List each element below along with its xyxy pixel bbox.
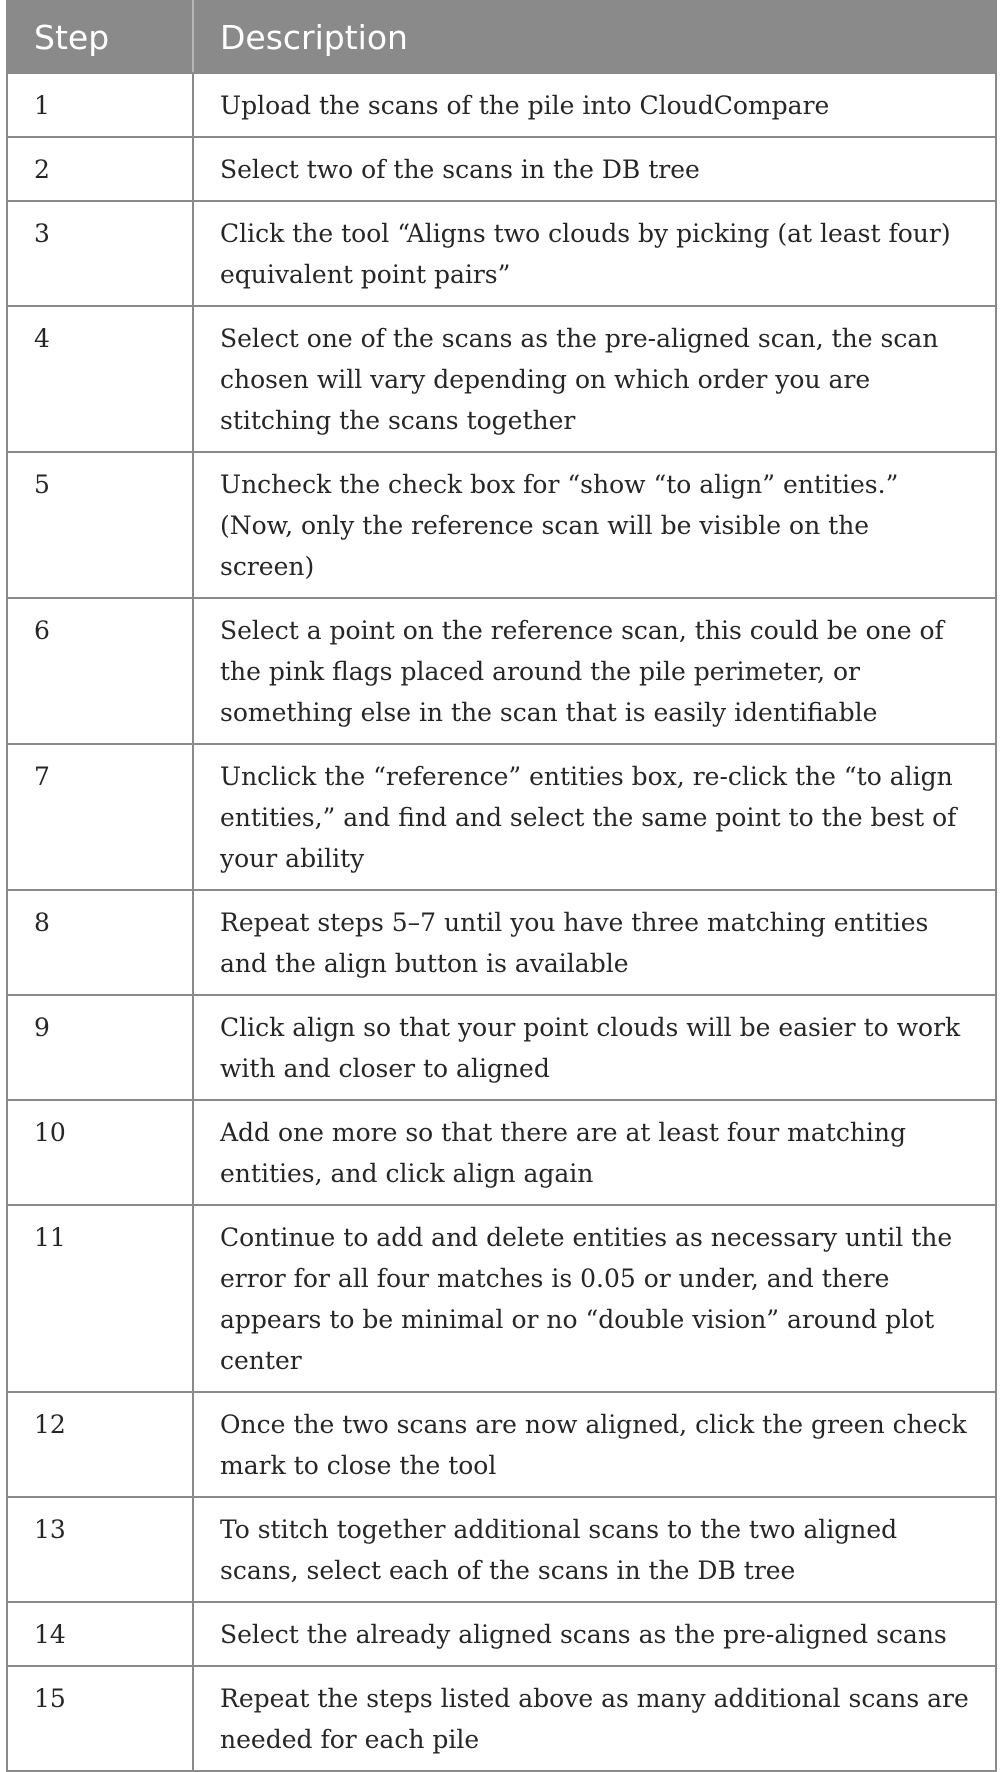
step-description: Add one more so that there are at least four matching entities, and click align again (193, 1100, 996, 1205)
step-number: 8 (7, 890, 193, 995)
header-row (7, 1, 996, 73)
step-description: Upload the scans of the pile into CloudCompare (193, 73, 996, 137)
table-row (7, 1497, 996, 1602)
table-row (7, 201, 996, 306)
step-description: Select the already aligned scans as the pre-aligned scans (193, 1602, 996, 1666)
header-step: Step (7, 1, 193, 73)
table-row (7, 995, 996, 1100)
step-description: Repeat steps 5–7 until you have three matching entities and the align button is available (193, 890, 996, 995)
table-row (7, 1602, 996, 1666)
header-description: Description (193, 1, 996, 73)
step-number: 10 (7, 1100, 193, 1205)
table-row (7, 306, 996, 452)
step-description: Repeat the steps listed above as many additional scans are needed for each pile (193, 1666, 996, 1771)
table-row (7, 73, 996, 137)
table-row (7, 890, 996, 995)
step-description: Select a point on the reference scan, this could be one of the pink flags placed around the pile perimeter, or something else in the scan that is easily identifiable (193, 598, 996, 744)
step-description: Continue to add and delete entities as necessary until the error for all four matches is 0.05 or under, and there appears to be minimal or no “double vision” around plot center (193, 1205, 996, 1392)
steps-table (6, 0, 997, 1772)
step-number: 11 (7, 1205, 193, 1392)
step-description: Select two of the scans in the DB tree (193, 137, 996, 201)
step-description: Select one of the scans as the pre-aligned scan, the scan chosen will vary depending on which order you are stitching the scans together (193, 306, 996, 452)
step-number: 9 (7, 995, 193, 1100)
step-description: Uncheck the check box for “show “to align” entities.” (Now, only the reference scan will be visible on the screen) (193, 452, 996, 598)
step-number: 12 (7, 1392, 193, 1497)
step-number: 7 (7, 744, 193, 890)
step-number: 5 (7, 452, 193, 598)
table-row (7, 1666, 996, 1771)
table-row (7, 1392, 996, 1497)
step-description: Click the tool “Aligns two clouds by picking (at least four) equivalent point pairs” (193, 201, 996, 306)
step-number: 6 (7, 598, 193, 744)
step-number: 4 (7, 306, 193, 452)
table-row (7, 598, 996, 744)
table-row (7, 1100, 996, 1205)
step-number: 13 (7, 1497, 193, 1602)
step-number: 2 (7, 137, 193, 201)
step-number: 3 (7, 201, 193, 306)
step-description: Click align so that your point clouds will be easier to work with and closer to aligned (193, 995, 996, 1100)
step-description: To stitch together additional scans to the two aligned scans, select each of the scans in the DB tree (193, 1497, 996, 1602)
step-description: Once the two scans are now aligned, click the green check mark to close the tool (193, 1392, 996, 1497)
step-number: 15 (7, 1666, 193, 1771)
table-row (7, 1205, 996, 1392)
step-number: 14 (7, 1602, 193, 1666)
step-description: Unclick the “reference” entities box, re-click the “to align entities,” and find and select the same point to the best of your ability (193, 744, 996, 890)
table-row (7, 744, 996, 890)
step-number: 1 (7, 73, 193, 137)
table-row (7, 137, 996, 201)
table-row (7, 452, 996, 598)
